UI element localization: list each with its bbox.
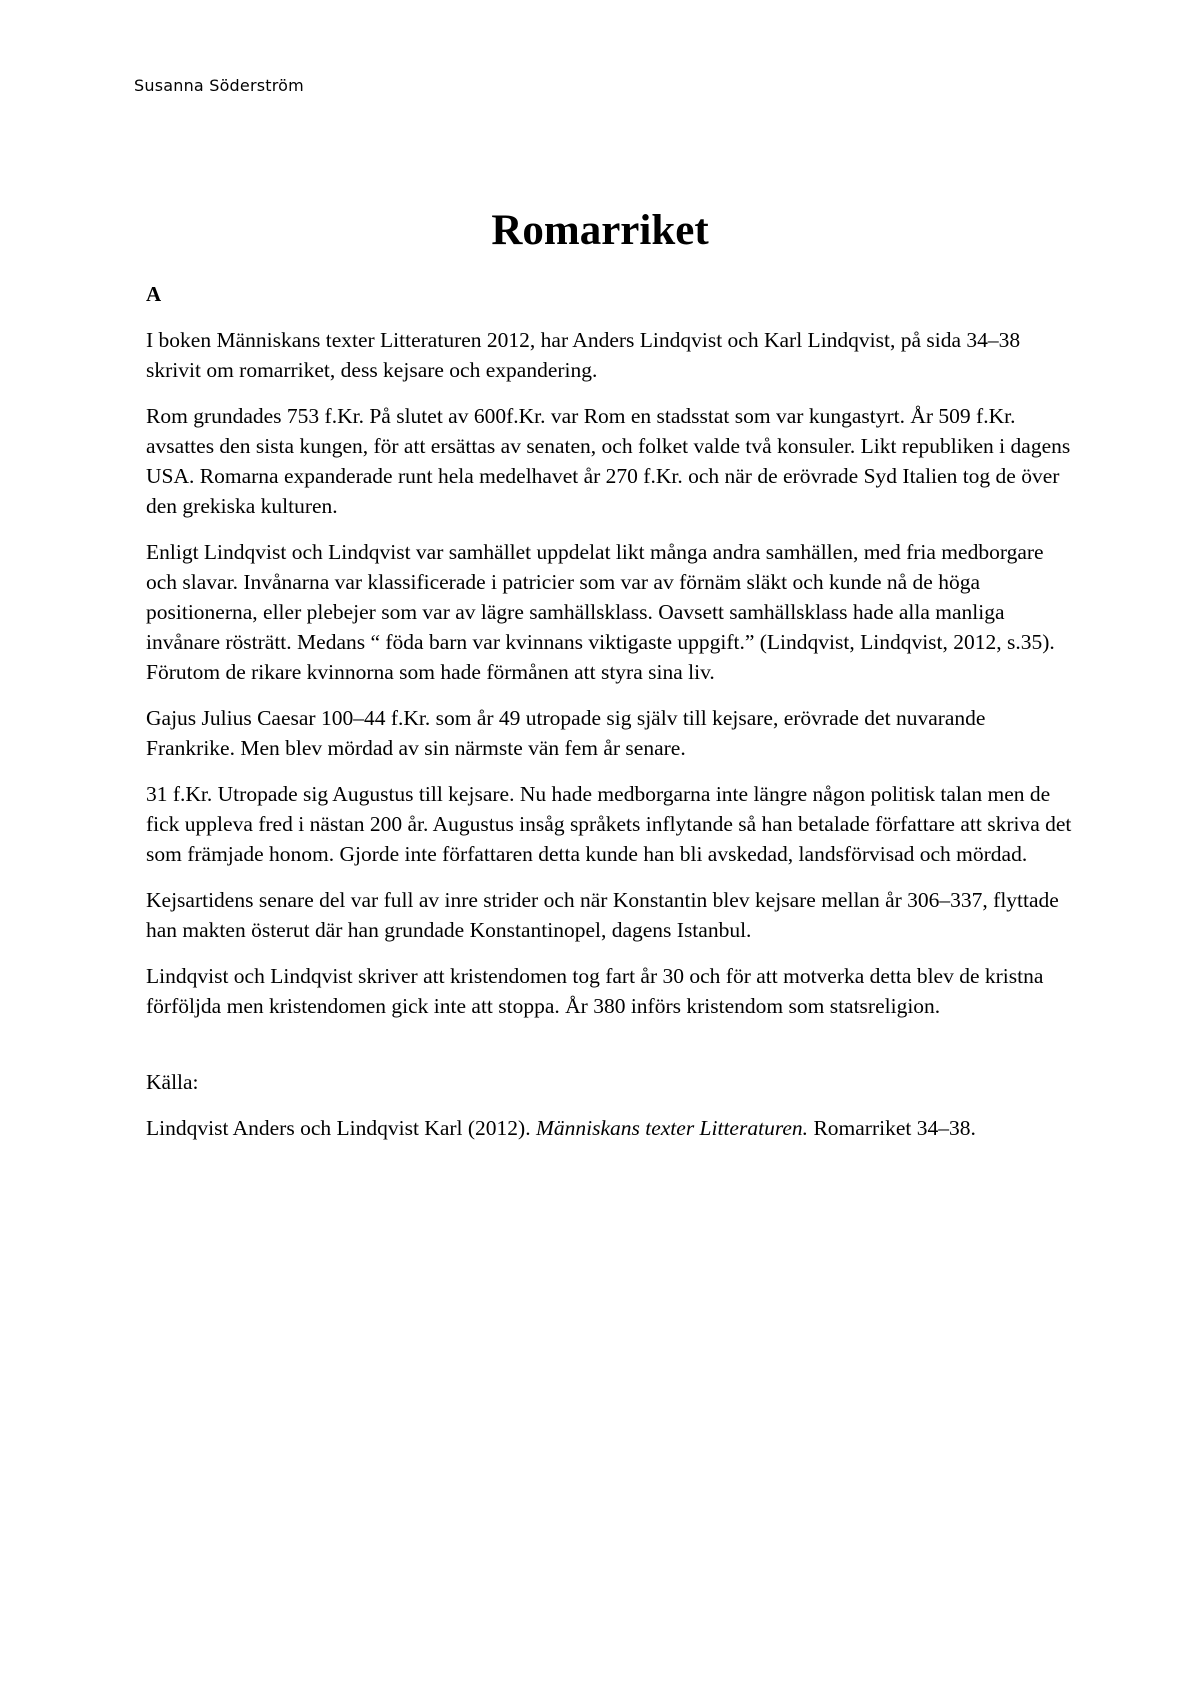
header-author: Susanna Söderström (134, 76, 304, 95)
document-body (146, 325, 1078, 1159)
paragraph-society: Enligt Lindqvist och Lindqvist var samhället uppdelat likt många andra samhällen, med fria medborgare och slavar. Invånarna var klassificerade i patricier som var av förnäm släkt och kunde nå de höga positionerna, eller plebejer som var av lägre samhällsklass. Oavsett samhällsklass hade alla manliga invånare rösträtt. Medans “ föda barn var kvinnans viktigaste uppgift.” (Lindqvist, Lindqvist, 2012, s.35). Förutom de rikare kvinnorna som hade förmånen att styra sina liv. (146, 540, 1055, 684)
citation-pages: Romarriket 34–38. (808, 1116, 976, 1140)
section-letter: A (146, 282, 162, 306)
citation-title: Människans texter Litteraturen. (535, 1116, 809, 1140)
paragraph-caesar: Gajus Julius Caesar 100–44 f.Kr. som år 49 utropade sig själv till kejsare, erövrade det nuvarande Frankrike. Men blev mördad av sin närmste vän fem år senare. (146, 706, 986, 760)
paragraph-constantine: Kejsartidens senare del var full av inre strider och när Konstantin blev kejsare mellan år 306–337, flyttade han makten österut där han grundade Konstantinopel, dagens Istanbul. (146, 888, 1059, 942)
source-citation (146, 1113, 1078, 1143)
paragraph-augustus: 31 f.Kr. Utropade sig Augustus till kejsare. Nu hade medborgarna inte längre någon politisk talan men de fick uppleva fred i nästan 200 år. Augustus insåg språkets inflytande så han betalade författare att skriva det som främjade honom. Gjorde inte författaren detta kunde han bli avskedad, landsförvisad och mördad. (146, 782, 1072, 866)
paragraph-intro: I boken Människans texter Litteraturen 2012, har Anders Lindqvist och Karl Lindqvist, på sida 34–38 skrivit om romarriket, dess kejsare och expandering. (146, 328, 1021, 382)
citation-authors: Lindqvist Anders och Lindqvist Karl (2012). (146, 1116, 536, 1140)
page-title: Romarriket (491, 207, 709, 254)
source-label: Källa: (146, 1070, 199, 1094)
paragraph-founding: Rom grundades 753 f.Kr. På slutet av 600f.Kr. var Rom en stadsstat som var kungastyrt. År 509 f.Kr. avsattes den sista kungen, för att ersättas av senaten, och folket valde två konsuler. Likt republiken i dagens USA. Romarna expanderade runt hela medelhavet år 270 f.Kr. och när de erövrade Syd Italien tog de över den grekiska kulturen. (146, 404, 1071, 518)
paragraph-christianity: Lindqvist och Lindqvist skriver att kristendomen tog fart år 30 och för att motverka detta blev de kristna förföljda men kristendomen gick inte att stoppa. År 380 införs kristendom som statsreligion. (146, 964, 1044, 1018)
